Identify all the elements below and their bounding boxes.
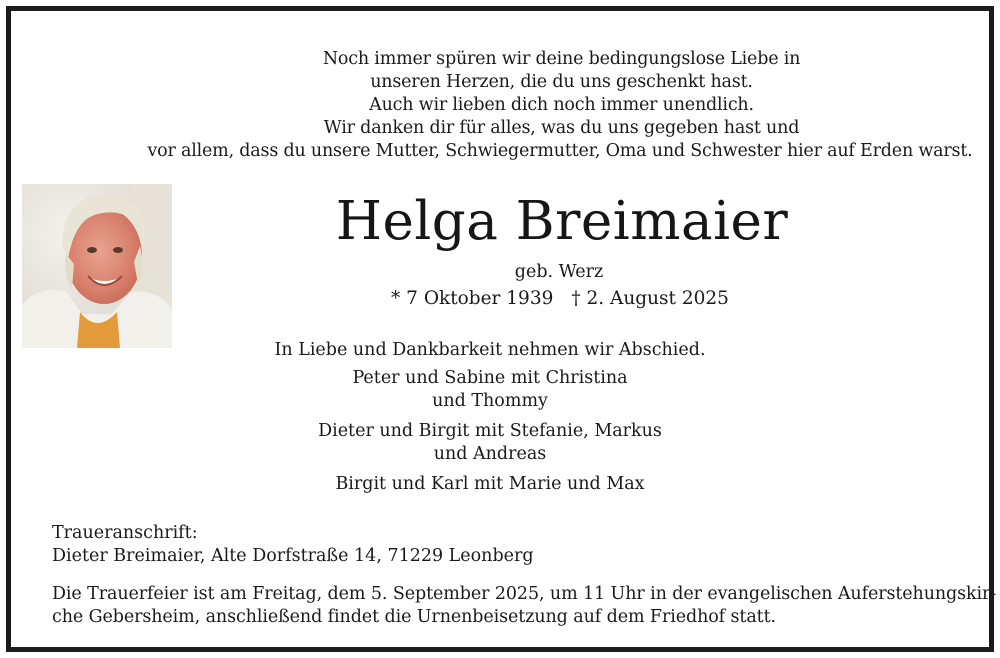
poem-line: Auch wir lieben dich noch immer unendlich. bbox=[369, 95, 754, 115]
portrait-photo bbox=[22, 184, 172, 348]
portrait-image bbox=[22, 184, 172, 348]
poem-line: Wir danken dir für alles, was du uns gegeben hast und bbox=[323, 118, 800, 138]
life-dates bbox=[360, 287, 760, 311]
mourner-group bbox=[280, 367, 700, 413]
poem-line: Noch immer spüren wir deine bedingungslose Liebe in bbox=[322, 49, 801, 69]
mourners-list bbox=[280, 367, 700, 496]
ceremony-line: Die Trauerfeier ist am Freitag, dem 5. September 2025, um 11 Uhr in der evangelischen Auferstehungskir- bbox=[52, 584, 997, 604]
ceremony-line: che Gebersheim, anschließend findet die Urnenbeisetzung auf dem Friedhof statt. bbox=[52, 607, 776, 627]
birth-date: * 7 Oktober 1939 bbox=[391, 288, 554, 309]
farewell-text: In Liebe und Dankbarkeit nehmen wir Abschied. bbox=[274, 340, 706, 360]
address-value: Dieter Breimaier, Alte Dorfstraße 14, 71229 Leonberg bbox=[52, 546, 534, 566]
mourner-line: und Thommy bbox=[432, 391, 548, 411]
deceased-name: Helga Breimaier bbox=[335, 191, 789, 252]
mourning-address bbox=[52, 522, 752, 568]
poem-line: vor allem, dass du unsere Mutter, Schwiegermutter, Oma und Schwester hier auf Erden warst. bbox=[147, 141, 973, 161]
ceremony-info bbox=[52, 583, 997, 629]
maiden-name: geb. Werz bbox=[514, 262, 604, 282]
mourner-line: und Andreas bbox=[433, 444, 547, 464]
mourner-line: Peter und Sabine mit Christina bbox=[352, 368, 628, 388]
mourner-group bbox=[280, 420, 700, 466]
poem-line: unseren Herzen, die du uns geschenkt hast. bbox=[370, 72, 753, 92]
mourner-group bbox=[280, 473, 700, 496]
mourner-line: Birgit und Karl mit Marie und Max bbox=[335, 474, 645, 494]
death-date: † 2. August 2025 bbox=[571, 288, 729, 309]
memorial-poem bbox=[0, 48, 1000, 163]
mourner-line: Dieter und Birgit mit Stefanie, Markus bbox=[318, 421, 662, 441]
address-label: Traueranschrift: bbox=[52, 523, 198, 543]
